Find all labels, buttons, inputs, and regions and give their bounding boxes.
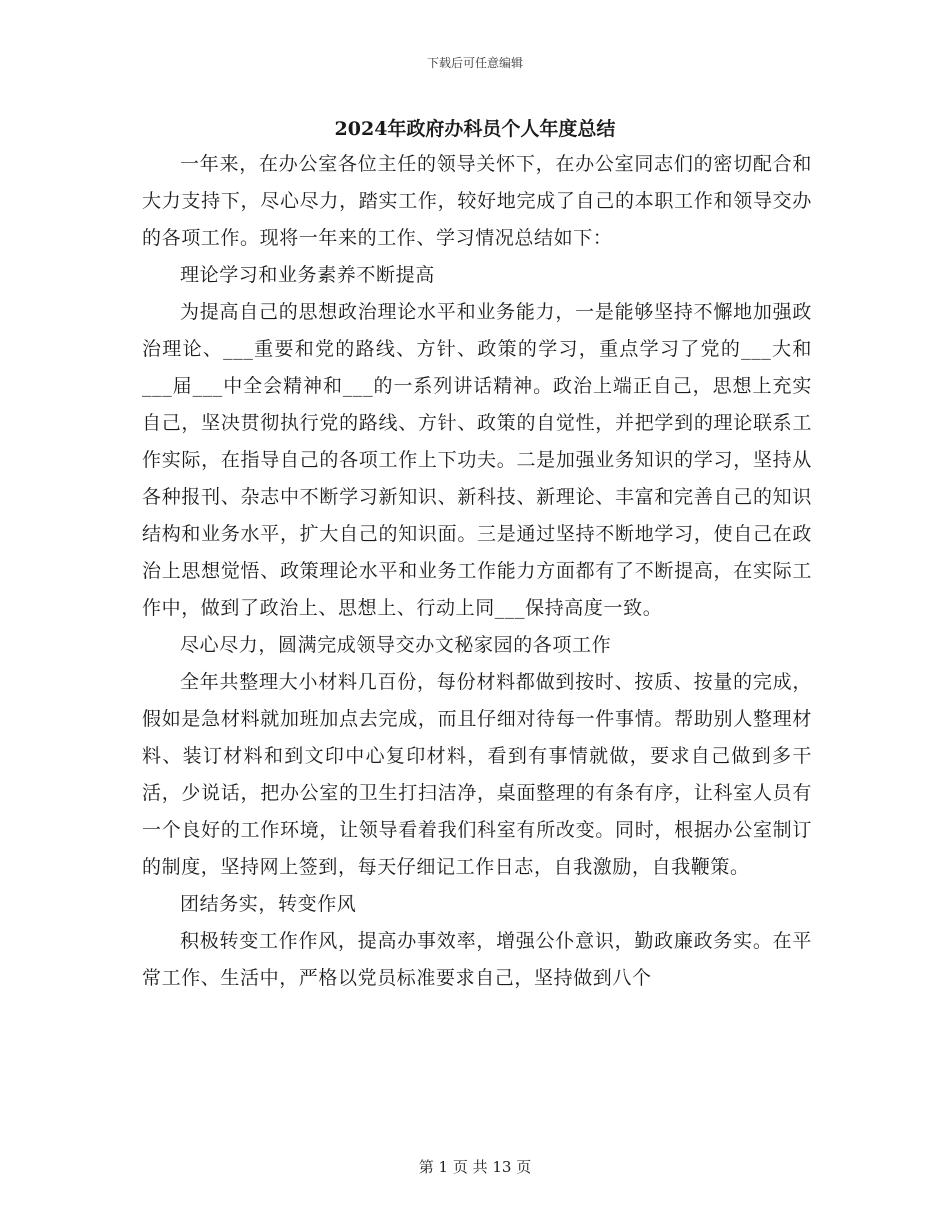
paragraph-study: 为提高自己的思想政治理论水平和业务能力，一是能够坚持不懈地加强政治理论、___重要和党的路线、方针、政策的学习，重点学习了党的___大和___届___中全会精神和___的一系列讲话精神。政治上端正自己，思想上充实自己，坚决贯彻执行党的路线、方针、政策的自觉性，并把学到的理论联系工作实际，在指导自己的各项工作上下功夫。二是加强业务知识的学习，坚持从各种报刊、杂志中不断学习新知识、新科技、新理论、丰富和完善自己的知识结构和业务水平，扩大自己的知识面。三是通过坚持不断地学习，使自己在政治上思想觉悟、政策理论水平和业务工作能力方面都有了不断提高，在实际工作中，做到了政治上、思想上、行动上同___保持高度一致。 bbox=[142, 301, 812, 619]
section-heading-1: 理论学习和业务素养不断提高 bbox=[180, 264, 435, 286]
document-body bbox=[142, 146, 812, 997]
section-heading-2: 尽心尽力，圆满完成领导交办文秘家园的各项工作 bbox=[180, 634, 612, 656]
section-heading-3: 团结务实，转变作风 bbox=[180, 893, 357, 915]
paragraph-intro: 一年来，在办公室各位主任的领导关怀下，在办公室同志们的密切配合和大力支持下，尽心尽力，踏实工作，较好地完成了自己的本职工作和领导交办的各项工作。现将一年来的工作、学习情况总结如下： bbox=[142, 153, 812, 249]
page-number-footer: 第 1 页 共 13 页 bbox=[418, 1158, 532, 1176]
header-note: 下载后可任意编辑 bbox=[426, 56, 523, 70]
paragraph-style: 积极转变工作作风，提高办事效率，增强公仆意识，勤政廉政务实。在平常工作、生活中，严格以党员标准要求自己，坚持做到八个 bbox=[142, 930, 812, 989]
document-title: 2024年政府办科员个人年度总结 bbox=[334, 118, 616, 140]
paragraph-tasks: 全年共整理大小材料几百份，每份材料都做到按时、按质、按量的完成，假如是急材料就加班加点去完成，而且仔细对待每一件事情。帮助别人整理材料、装订材料和到文印中心复印材料，看到有事情就做，要求自己做到多干活，少说话，把办公室的卫生打扫洁净，桌面整理的有条有序，让科室人员有一个良好的工作环境，让领导看着我们科室有所改变。同时，根据办公室制订的制度，坚持网上签到，每天仔细记工作日志，自我激励，自我鞭策。 bbox=[142, 671, 812, 878]
